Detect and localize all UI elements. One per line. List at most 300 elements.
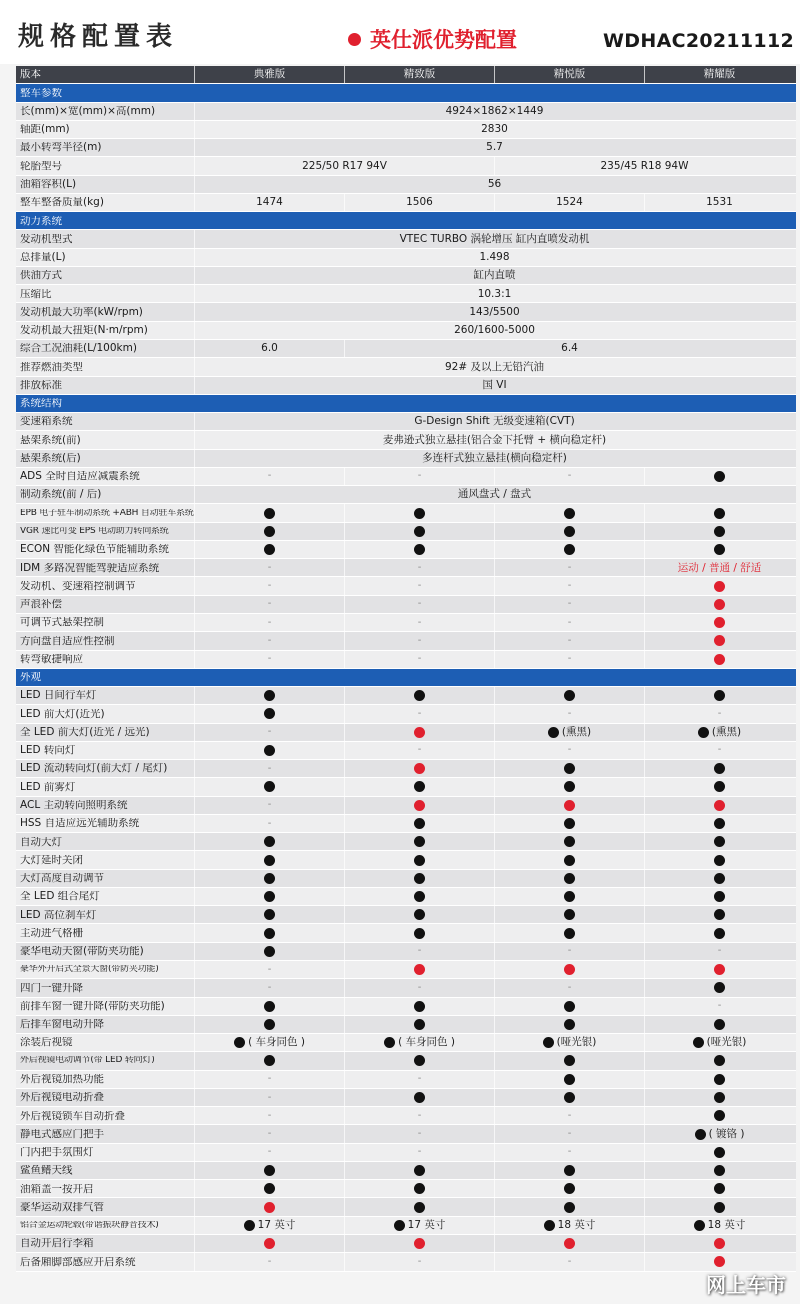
black-dot-icon (414, 1092, 425, 1103)
not-available-dash: - (567, 1128, 572, 1140)
black-dot-icon (414, 690, 425, 701)
black-dot-icon (264, 1055, 275, 1066)
spec-cell (494, 760, 644, 777)
spec-cell (344, 340, 794, 357)
not-available-dash: - (567, 945, 572, 957)
table-row (16, 1217, 796, 1235)
spec-value: 1474 (256, 196, 283, 209)
black-dot-icon (714, 1110, 725, 1121)
spec-cell (194, 358, 794, 375)
spec-cell (644, 577, 794, 594)
table-row (16, 815, 796, 833)
spec-cell (194, 1034, 344, 1051)
black-dot-icon (714, 909, 725, 920)
spec-value: 143/5500 (469, 305, 520, 318)
spec-cell (194, 870, 344, 887)
spec-cell (344, 906, 494, 923)
red-dot-icon (264, 1238, 275, 1249)
spec-cell (344, 468, 494, 485)
red-dot-icon (414, 964, 425, 975)
spec-cell (494, 797, 644, 814)
black-dot-icon (414, 836, 425, 847)
not-available-dash: - (567, 1109, 572, 1121)
spec-cell (194, 431, 794, 448)
spec-label: 最小转弯半径(m) (20, 142, 102, 153)
spec-cell (194, 1089, 344, 1106)
spec-cell (494, 559, 644, 576)
table-row (16, 230, 796, 248)
table-row (16, 431, 796, 449)
black-dot-icon (564, 690, 575, 701)
spec-cell (344, 924, 494, 941)
spec-label: 整车整备质量(kg) (20, 197, 104, 208)
spec-value: 260/1600-5000 (454, 324, 535, 337)
spec-label: 后备厢脚部感应开启系统 (20, 1256, 136, 1268)
table-row (16, 103, 796, 121)
table-row (16, 651, 796, 669)
spec-cell (194, 632, 344, 649)
spec-note: 18 英寸 (557, 1219, 596, 1232)
black-dot-icon (564, 1165, 575, 1176)
not-available-dash: - (417, 470, 422, 482)
red-dot-icon (714, 654, 725, 665)
spec-label: LED 高位刹车灯 (20, 909, 97, 921)
spec-cell (194, 322, 794, 339)
spec-cell (644, 888, 794, 905)
header-cell: 精致版 (344, 66, 494, 83)
black-dot-icon (714, 818, 725, 829)
black-dot-icon (564, 1001, 575, 1012)
spec-cell (194, 1198, 344, 1215)
table-row (16, 797, 796, 815)
spec-cell (644, 1034, 794, 1051)
spec-value: 多连杆式独立悬挂(横向稳定杆) (422, 451, 567, 464)
spec-label: 悬架系统(后) (20, 452, 81, 464)
table-row (16, 888, 796, 906)
spec-cell (344, 1089, 494, 1106)
spec-cell (644, 559, 794, 576)
spec-cell (194, 559, 344, 576)
not-available-dash: - (567, 470, 572, 482)
table-row (16, 358, 796, 376)
black-dot-icon (714, 873, 725, 884)
not-available-dash: - (267, 616, 272, 628)
spec-cell (494, 1089, 644, 1106)
red-dot-icon (414, 763, 425, 774)
spec-cell (194, 230, 794, 247)
black-dot-icon (264, 909, 275, 920)
black-dot-icon (414, 873, 425, 884)
spec-cell (344, 888, 494, 905)
not-available-dash: - (267, 762, 272, 774)
spec-note: ( 车身同色 ) (248, 1036, 305, 1049)
table-row (16, 998, 796, 1016)
red-dot-icon (714, 800, 725, 811)
not-available-dash: - (267, 580, 272, 592)
not-available-dash: - (567, 707, 572, 719)
spec-cell (194, 1235, 344, 1252)
table-row (16, 833, 796, 851)
red-dot-icon (564, 964, 575, 975)
document-code: WDHAC20211112 (603, 30, 794, 52)
spec-cell (344, 1144, 494, 1161)
not-available-dash: - (417, 634, 422, 646)
black-dot-icon (414, 855, 425, 866)
black-dot-icon (264, 1183, 275, 1194)
spec-note: (哑光银) (706, 1036, 747, 1049)
black-dot-icon (564, 763, 575, 774)
spec-note: 18 英寸 (707, 1219, 746, 1232)
spec-cell (344, 559, 494, 576)
not-available-dash: - (267, 963, 272, 975)
table-row (16, 1016, 796, 1034)
red-dot-icon (414, 1238, 425, 1249)
spec-label: 涂装后视镜 (20, 1037, 73, 1048)
spec-label: 自动大灯 (20, 836, 62, 848)
not-available-dash: - (567, 634, 572, 646)
spec-cell (194, 651, 344, 668)
table-row (16, 1180, 796, 1198)
black-dot-icon (414, 544, 425, 555)
not-available-dash: - (417, 580, 422, 592)
spec-cell (194, 833, 344, 850)
spec-label: 鲨鱼鳍天线 (20, 1165, 73, 1176)
spec-cell (494, 632, 644, 649)
spec-cell (194, 486, 794, 503)
not-available-dash: - (267, 1255, 272, 1267)
spec-cell (494, 924, 644, 941)
spec-cell (494, 705, 644, 722)
spec-cell (494, 596, 644, 613)
black-dot-icon (714, 1147, 725, 1158)
spec-value: 缸内直喷 (473, 269, 516, 282)
spec-cell (194, 1162, 344, 1179)
black-dot-icon (384, 1037, 395, 1048)
spec-cell (494, 157, 794, 174)
red-dot-icon (714, 581, 725, 592)
spec-label: 大灯高度自动调节 (20, 873, 104, 884)
black-dot-icon (714, 1019, 725, 1030)
spec-cell (644, 468, 794, 485)
spec-label: 供油方式 (20, 270, 62, 281)
spec-cell (494, 724, 644, 741)
black-dot-icon (414, 1183, 425, 1194)
spec-cell (494, 815, 644, 832)
spec-cell (494, 778, 644, 795)
section-title: 整车参数 (20, 87, 62, 99)
spec-label: 豪华电动天窗(带防夹功能) (20, 946, 144, 957)
spec-label: 轴距(mm) (20, 124, 70, 135)
spec-cell (194, 724, 344, 741)
spec-cell (344, 632, 494, 649)
spec-label: 悬架系统(前) (20, 434, 81, 446)
spec-cell (344, 742, 494, 759)
not-available-dash: - (417, 744, 422, 756)
spec-cell (194, 998, 344, 1015)
black-dot-icon (564, 1202, 575, 1213)
table-row (16, 1052, 796, 1070)
not-available-dash: - (567, 561, 572, 573)
spec-note: ( 镀铬 ) (708, 1127, 745, 1140)
spec-cell (344, 943, 494, 960)
black-dot-icon (714, 855, 725, 866)
spec-cell (644, 870, 794, 887)
spec-value: 92# 及以上无铅汽油 (445, 360, 544, 373)
table-row (16, 121, 796, 139)
spec-label: 外后视镜锁车自动折叠 (20, 1110, 125, 1122)
spec-label: 方向盘自适应性控制 (20, 635, 115, 647)
red-dot-icon (714, 964, 725, 975)
table-row (16, 194, 796, 212)
spec-label: ACL 主动转向照明系统 (20, 800, 128, 811)
black-dot-icon (544, 1220, 555, 1231)
table-row (16, 851, 796, 869)
spec-cell (194, 267, 794, 284)
spec-cell (194, 377, 794, 394)
not-available-dash: - (417, 1128, 422, 1140)
header-cell: 精悦版 (494, 66, 644, 83)
spec-cell (494, 1253, 644, 1270)
not-available-dash: - (267, 799, 272, 811)
spec-label: 总排量(L) (20, 252, 66, 263)
spec-label: 全 LED 前大灯(近光 / 远光) (20, 726, 150, 738)
black-dot-icon (714, 1165, 725, 1176)
spec-note: 17 英寸 (257, 1219, 296, 1232)
black-dot-icon (414, 508, 425, 519)
spec-cell (644, 979, 794, 996)
black-dot-icon (693, 1037, 704, 1048)
spec-cell (194, 194, 344, 211)
not-available-dash: - (567, 1146, 572, 1158)
black-dot-icon (264, 946, 275, 957)
not-available-dash: - (417, 945, 422, 957)
not-available-dash: - (267, 726, 272, 738)
spec-cell (194, 450, 794, 467)
spec-cell (644, 1052, 794, 1069)
table-row (16, 340, 796, 358)
spec-cell (494, 1198, 644, 1215)
table-row (16, 1198, 796, 1216)
spec-cell (644, 924, 794, 941)
spec-cell (494, 1144, 644, 1161)
table-row (16, 1162, 796, 1180)
black-dot-icon (564, 818, 575, 829)
table-row (16, 742, 796, 760)
spec-label: 声浪补偿 (20, 599, 62, 610)
table-row (16, 906, 796, 924)
table-row (16, 870, 796, 888)
spec-cell (494, 1052, 644, 1069)
table-row (16, 778, 796, 796)
black-dot-icon (714, 836, 725, 847)
spec-note: (哑光银) (556, 1036, 597, 1049)
spec-cell (344, 961, 494, 978)
spec-label: 制动系统(前 / 后) (20, 489, 102, 500)
spec-value: 1524 (556, 196, 583, 209)
not-available-dash: - (417, 1146, 422, 1158)
spec-label: 压缩比 (20, 288, 52, 300)
table-row (16, 1071, 796, 1089)
table-row (16, 924, 796, 942)
spec-cell (194, 523, 344, 540)
black-dot-icon (394, 1220, 405, 1231)
black-dot-icon (714, 544, 725, 555)
spec-cell (344, 870, 494, 887)
spec-value: 235/45 R18 94W (600, 159, 689, 172)
spec-cell (344, 979, 494, 996)
spec-value: 国 VI (482, 378, 507, 391)
spec-label: 外后视镜加热功能 (20, 1073, 104, 1085)
spec-label: 变速箱系统 (20, 416, 73, 427)
spec-value: 运动 / 普通 / 舒适 (677, 561, 762, 574)
spec-cell (344, 1253, 494, 1270)
section-header-row (16, 669, 796, 687)
header-cell: 版本 (20, 69, 41, 80)
spec-cell (494, 1107, 644, 1124)
red-dot-icon (714, 617, 725, 628)
spec-cell (644, 651, 794, 668)
not-available-dash: - (267, 817, 272, 829)
not-available-dash: - (267, 1091, 272, 1103)
spec-cell (194, 468, 344, 485)
spec-label: 四门一键升降 (20, 982, 83, 994)
spec-cell (494, 523, 644, 540)
spec-cell (644, 1125, 794, 1142)
red-dot-icon (714, 635, 725, 646)
spec-cell (194, 577, 344, 594)
spec-value: VTEC TURBO 涡轮增压 缸内直喷发动机 (399, 232, 590, 245)
table-row (16, 1089, 796, 1107)
spec-cell (494, 1034, 644, 1051)
spec-note: 17 英寸 (407, 1219, 446, 1232)
black-dot-icon (414, 781, 425, 792)
spec-label: HSS 自适应远光辅助系统 (20, 818, 140, 829)
spec-value: 2830 (481, 123, 508, 136)
table-row (16, 632, 796, 650)
table-row (16, 285, 796, 303)
spec-cell (644, 961, 794, 978)
spec-cell (644, 687, 794, 704)
spec-table (16, 66, 796, 1272)
spec-label: LED 转向灯 (20, 745, 76, 756)
spec-note: (熏黑) (561, 725, 592, 738)
red-dot-icon (714, 1238, 725, 1249)
spec-label: 发动机型式 (20, 233, 73, 245)
spec-value: 1.498 (479, 251, 510, 264)
not-available-dash: - (417, 1073, 422, 1085)
table-row (16, 760, 796, 778)
not-available-dash: - (567, 744, 572, 756)
spec-cell (494, 1071, 644, 1088)
spec-cell (494, 906, 644, 923)
black-dot-icon (714, 763, 725, 774)
not-available-dash: - (417, 653, 422, 665)
spec-cell (494, 870, 644, 887)
spec-label: 大灯延时关闭 (20, 854, 83, 866)
not-available-dash: - (567, 1255, 572, 1267)
spec-label: 外后视镜电动折叠 (20, 1092, 104, 1103)
section-title: 系统结构 (20, 398, 62, 409)
not-available-dash: - (267, 981, 272, 993)
black-dot-icon (264, 508, 275, 519)
spec-cell (194, 413, 794, 430)
spec-cell (644, 778, 794, 795)
spec-label: 静电式感应门把手 (20, 1128, 104, 1140)
black-dot-icon (714, 471, 725, 482)
red-dot-icon (564, 1238, 575, 1249)
spec-label: 自动开启行李箱 (20, 1238, 94, 1249)
table-row (16, 1253, 796, 1271)
black-dot-icon (694, 1220, 705, 1231)
spec-label: 铝合金运动轮毂(带谐振块静音技术) (20, 1220, 159, 1230)
spec-label: LED 流动转向灯(前大灯 / 尾灯) (20, 763, 168, 774)
black-dot-icon (714, 508, 725, 519)
spec-cell (194, 979, 344, 996)
spec-cell (644, 194, 794, 211)
spec-label: 油箱容积(L) (20, 178, 77, 190)
spec-cell (644, 614, 794, 631)
spec-cell (494, 651, 644, 668)
table-row (16, 486, 796, 504)
spec-label: 转弯敏捷响应 (20, 653, 83, 665)
spec-cell (344, 724, 494, 741)
black-dot-icon (695, 1129, 706, 1140)
not-available-dash: - (717, 1000, 722, 1012)
spec-label: 综合工况油耗(L/100km) (20, 343, 137, 354)
not-available-dash: - (567, 616, 572, 628)
header-cell: 精耀版 (644, 66, 794, 83)
black-dot-icon (264, 526, 275, 537)
spec-cell (194, 1144, 344, 1161)
spec-cell (644, 504, 794, 521)
spec-cell (344, 833, 494, 850)
black-dot-icon (264, 1001, 275, 1012)
spec-cell (644, 523, 794, 540)
black-dot-icon (698, 727, 709, 738)
red-dot-icon (414, 800, 425, 811)
black-dot-icon (548, 727, 559, 738)
spec-cell (194, 742, 344, 759)
spec-cell (194, 961, 344, 978)
spec-label: 推荐燃油类型 (20, 361, 83, 373)
not-available-dash: - (417, 707, 422, 719)
spec-cell (194, 103, 794, 120)
table-row (16, 1235, 796, 1253)
table-row (16, 450, 796, 468)
spec-cell (644, 851, 794, 868)
not-available-dash: - (267, 598, 272, 610)
spec-cell (194, 760, 344, 777)
black-dot-icon (564, 836, 575, 847)
table-row (16, 1107, 796, 1125)
black-dot-icon (234, 1037, 245, 1048)
spec-cell (494, 687, 644, 704)
spec-cell (194, 1052, 344, 1069)
spec-cell (644, 596, 794, 613)
spec-note: ( 车身同色 ) (398, 1036, 455, 1049)
not-available-dash: - (417, 561, 422, 573)
header-cell: 典雅版 (194, 66, 344, 83)
black-dot-icon (414, 1001, 425, 1012)
spec-cell (194, 1016, 344, 1033)
spec-cell (644, 1198, 794, 1215)
not-available-dash: - (417, 1255, 422, 1267)
spec-value: 4924×1862×1449 (445, 104, 544, 117)
spec-label: 油箱盖一按开启 (20, 1183, 94, 1195)
table-row (16, 596, 796, 614)
spec-cell (194, 1125, 344, 1142)
spec-cell (344, 194, 494, 211)
